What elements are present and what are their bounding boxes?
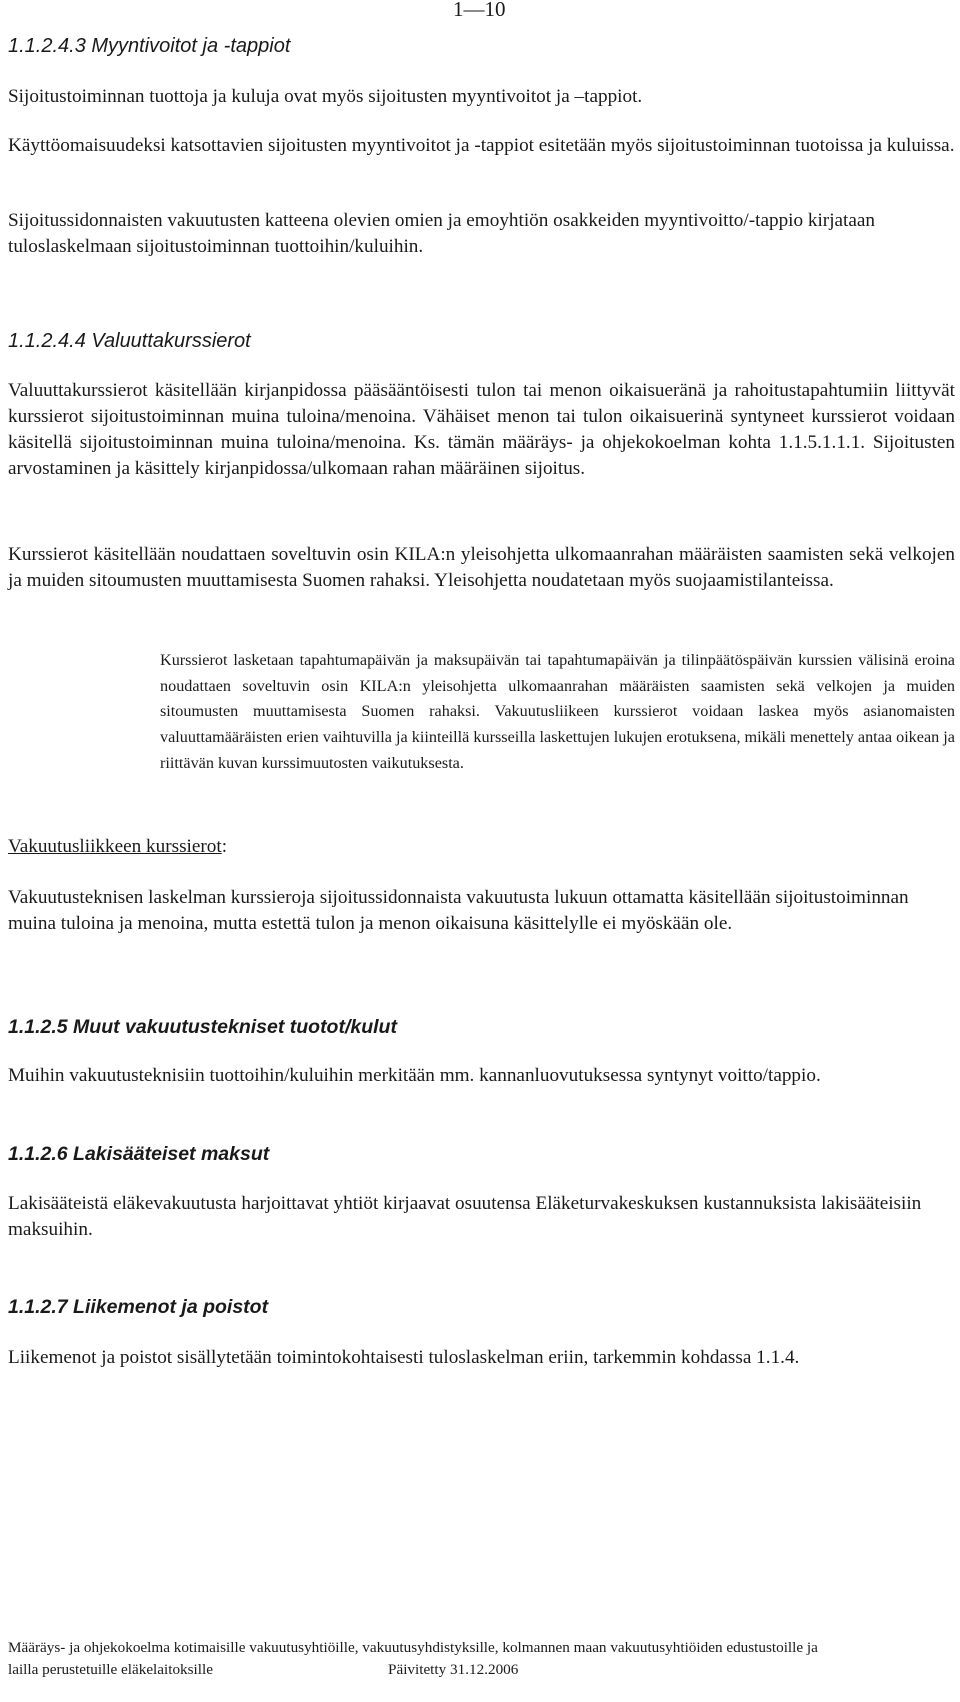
subheading-vakuutusliikkeen-kurssierot bbox=[8, 834, 227, 860]
section-heading-valuuttakurssierot: 1.1.2.4.4 Valuuttakurssierot bbox=[8, 330, 251, 352]
page-footer bbox=[8, 1637, 958, 1681]
paragraph-myyntivoitot-3: Sijoitussidonnaisten vakuutusten katteena olevien omien ja emoyhtiön osakkeiden myyntivoitto/-tappio kirjataan tuloslaskelmaan sijoitustoiminnan tuottoihin/kuluihin. bbox=[8, 210, 875, 257]
paragraph-myyntivoitot-2: Käyttöomaisuudeksi katsottavien sijoitusten myyntivoitot ja -tappiot esitetään myös sijoitustoiminnan tuotoissa ja kuluissa. bbox=[8, 135, 955, 156]
section-heading-muut-vakuutustekniset: 1.1.2.5 Muut vakuutustekniset tuotot/kulut bbox=[8, 1016, 397, 1038]
section-heading-liikemenot: 1.1.2.7 Liikemenot ja poistot bbox=[8, 1296, 269, 1318]
footer-line-1: Määräys- ja ohjekokoelma kotimaisille vakuutusyhtiöille, vakuutusyhdistyksille, kolmannen maan vakuutusyhtiöiden edustustoille ja bbox=[8, 1639, 818, 1656]
paragraph-muut-vakuutustekniset: Muihin vakuutusteknisiin tuottoihin/kuluihin merkitään mm. kannanluovutuksessa syntynyt voitto/tappio. bbox=[8, 1065, 821, 1086]
section-heading-myyntivoitot: 1.1.2.4.3 Myyntivoitot ja -tappiot bbox=[8, 35, 291, 57]
paragraph-liikemenot: Liikemenot ja poistot sisällytetään toimintokohtaisesti tuloslaskelman eriin, tarkemmin kohdassa 1.1.4. bbox=[8, 1347, 800, 1368]
subheading-label: Vakuutusliikkeen kurssierot bbox=[8, 836, 222, 857]
subheading-colon: : bbox=[221, 836, 228, 857]
paragraph-lakisaateiset-maksut: Lakisääteistä eläkevakuutusta harjoittavat yhtiöt kirjaavat osuutensa Eläketurvakeskuksen kustannuksista lakisääteisiin maksuihin. bbox=[8, 1193, 922, 1240]
paragraph-valuuttakurssierot-3: Vakuutusteknisen laskelman kurssieroja sijoitussidonnaista vakuutusta lukuun ottamatta käsitellään sijoitustoiminnan muina tuloina ja menoina, mutta estettä tulon ja menon oikaisuna käsittelylle ei myöskään ole. bbox=[8, 887, 909, 934]
footer-updated-date: Päivitetty 31.12.2006 bbox=[388, 1661, 519, 1678]
guidance-note: Kurssierot lasketaan tapahtumapäivän ja maksupäivän tai tapahtumapäivän ja tilinpäätöspäivän kurssien välisinä eroina noudattaen soveltuvin osin KILA:n yleisohjetta ulkomaanrahan määräisten saamisten sekä velkojen ja muiden sitoumusten muuttamisesta Suomen rahaksi. Vakuutusliikeen kurssierot voidaan laskea myös asianomaisten valuuttamääräisten erien vaihtuvilla ja kiinteillä kursseilla laskettujen lukujen erotuksena, mikäli menettely antaa oikean ja riittävän kuvan kurssimuutosten vaikutuksesta. bbox=[160, 651, 955, 772]
footer-publisher: lailla perustetuille eläkelaitoksille bbox=[8, 1661, 213, 1678]
paragraph-valuuttakurssierot-1: Valuuttakurssierot käsitellään kirjanpidossa pääsääntöisesti tulon tai menon oikaisueränä ja rahoitustapahtumiin liittyvät kurssierot sijoitustoiminnan muina tuloina/menoina. Vähäiset menon tai tulon oikaisuerinä syntyneet kurssierot voidaan käsitellä sijoitustoiminnan muina tuloina/menoina. Ks. tämän määräys- ja ohjekokoelman kohta 1.1.5.1.1.1. Sijoitusten arvostaminen ja käsittely kirjanpidossa/ulkomaan rahan määräinen sijoitus. bbox=[8, 380, 955, 479]
page-number: 1—10 bbox=[453, 0, 506, 21]
paragraph-valuuttakurssierot-2: Kurssierot käsitellään noudattaen soveltuvin osin KILA:n yleisohjetta ulkomaanrahan määräisten saamisten sekä velkojen ja muiden sitoumusten muuttamisesta Suomen rahaksi. Yleisohjetta noudatetaan myös suojaamistilanteissa. bbox=[8, 544, 955, 591]
footer-line-2 bbox=[8, 1659, 958, 1681]
paragraph-myyntivoitot-1: Sijoitustoiminnan tuottoja ja kuluja ovat myös sijoitusten myyntivoitot ja –tappiot. bbox=[8, 86, 643, 107]
section-heading-lakisaateiset-maksut: 1.1.2.6 Lakisääteiset maksut bbox=[8, 1143, 270, 1165]
